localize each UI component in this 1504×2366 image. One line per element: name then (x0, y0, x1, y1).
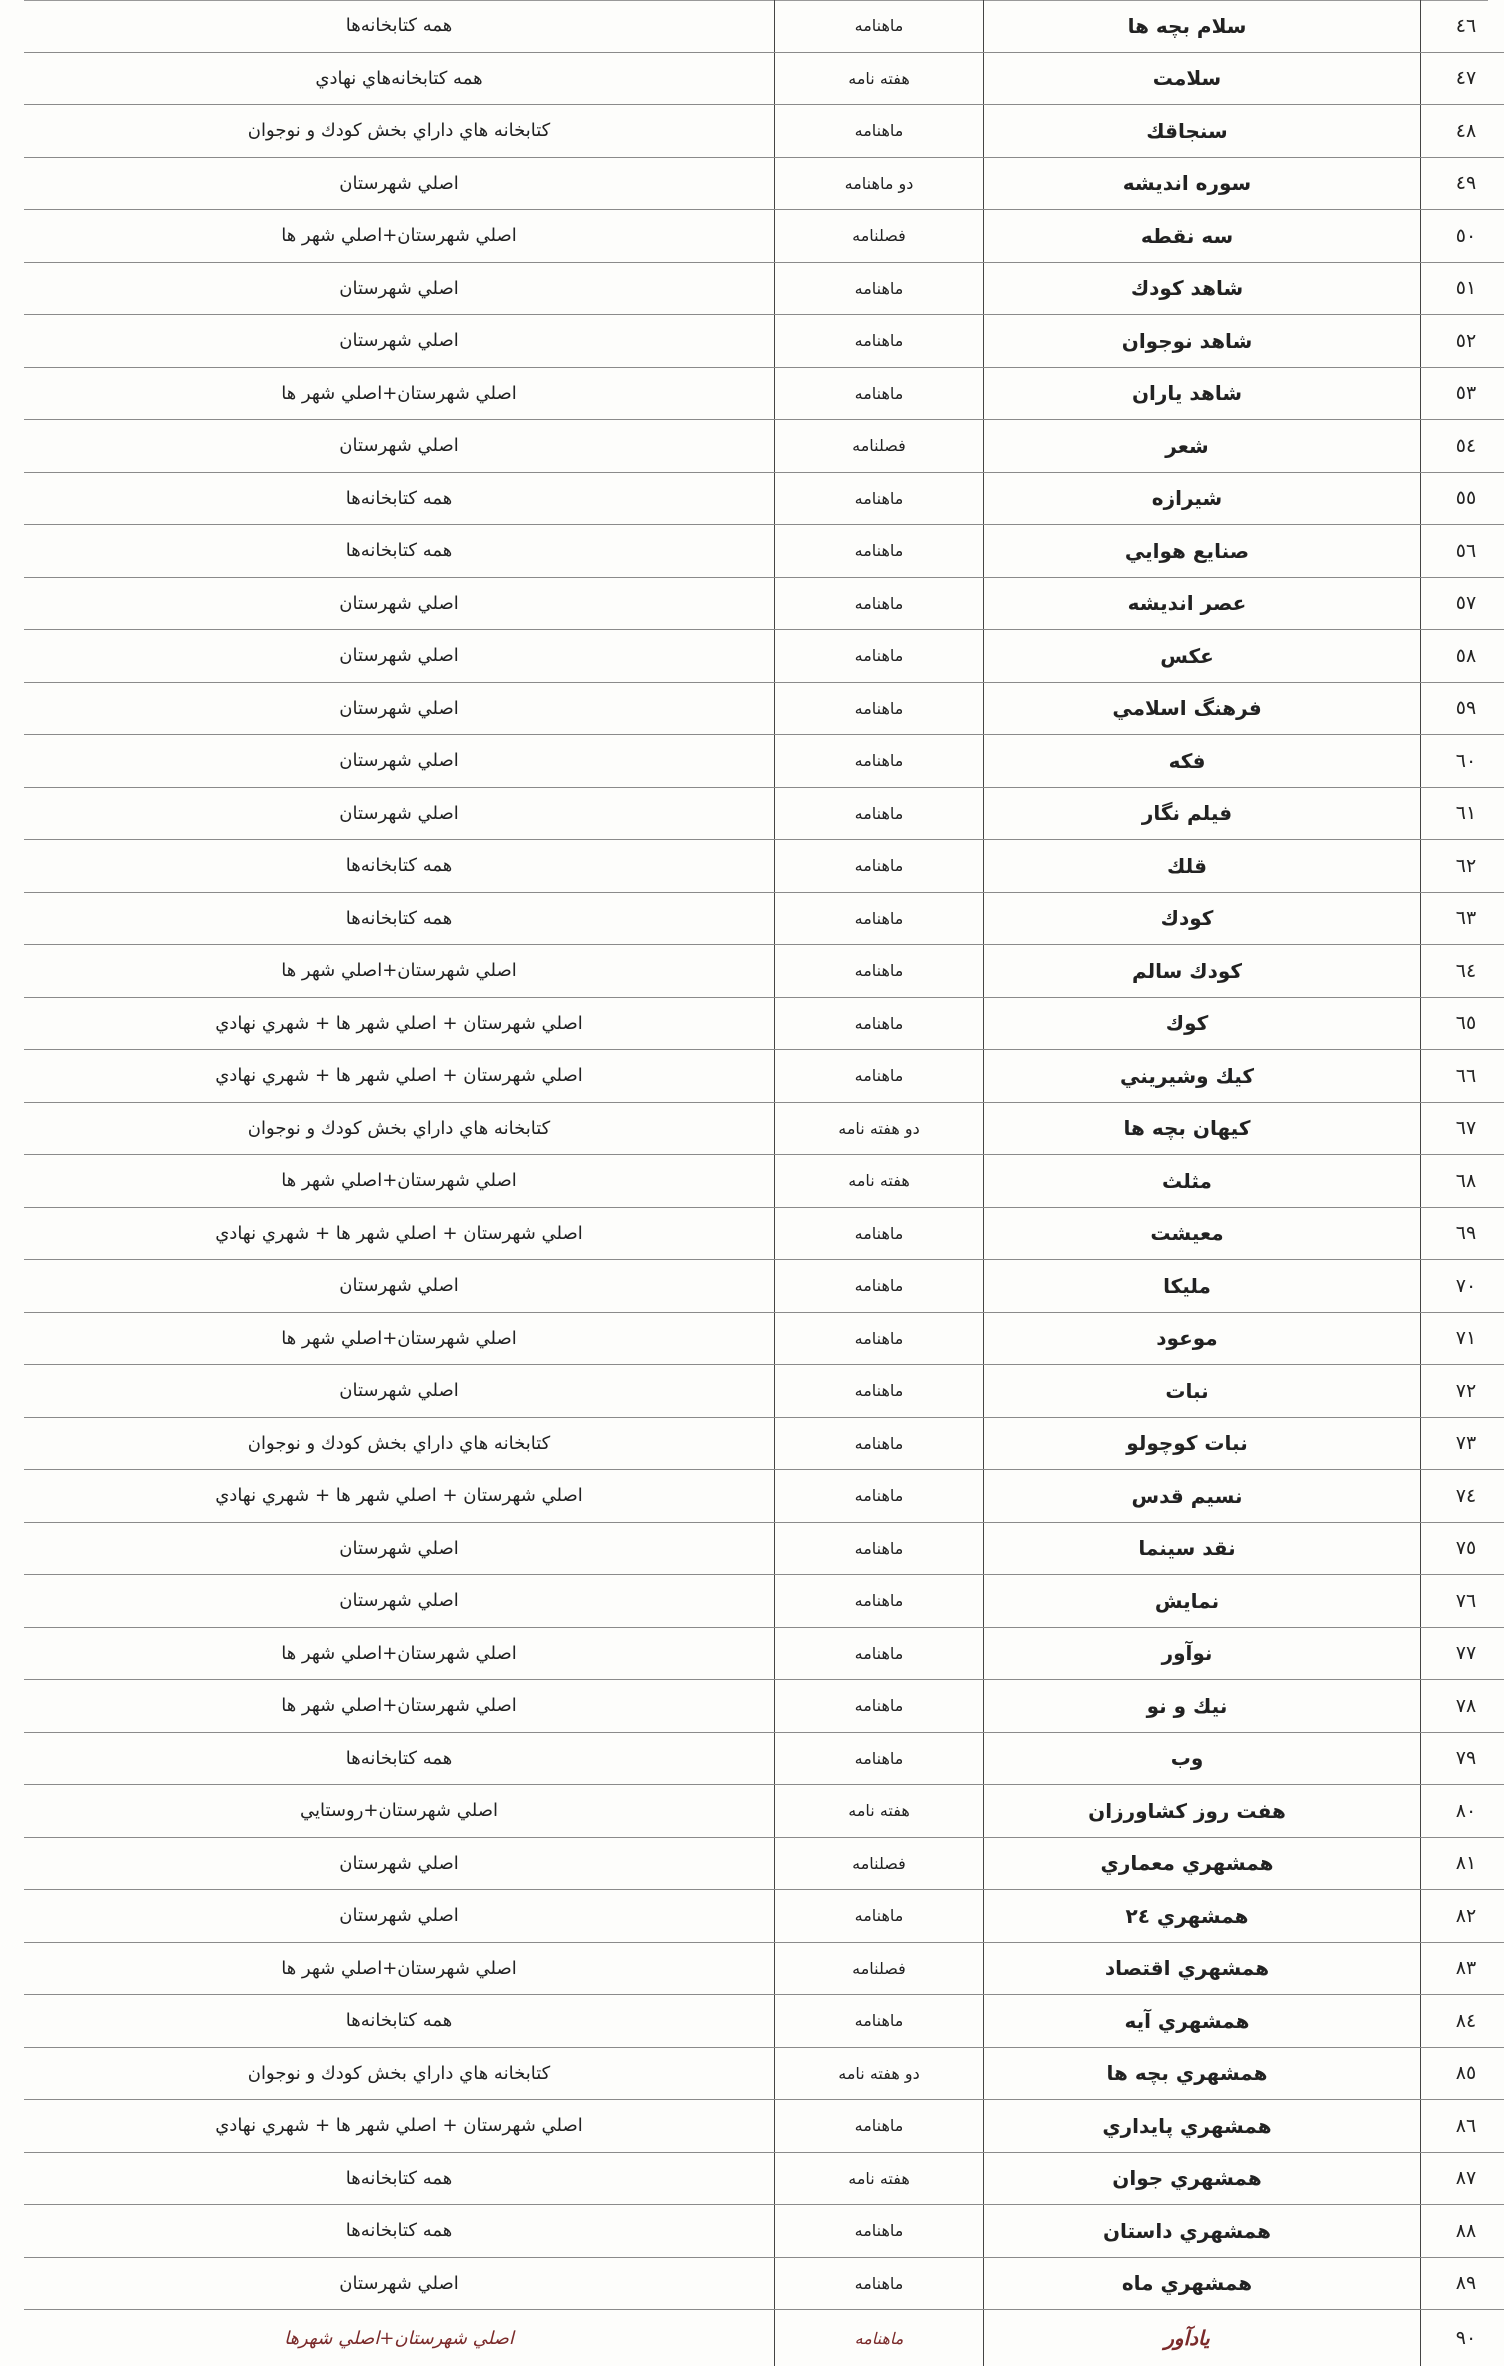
row-number-cell: ٦٧ (1421, 1102, 1504, 1155)
table-row (24, 1522, 1504, 1575)
table-row (24, 945, 1504, 998)
table-row (24, 1627, 1504, 1680)
publication-frequency-cell: ماهنامه (775, 682, 984, 735)
table-row (24, 2205, 1504, 2258)
distribution-scope-cell: اصلي شهرستان + اصلي شهر ها + شهري نهادي (24, 2100, 775, 2153)
distribution-scope-cell: اصلي شهرستان+اصلي شهر ها (24, 210, 775, 263)
table-row (24, 1470, 1504, 1523)
publication-frequency-cell: فصلنامه (775, 1942, 984, 1995)
distribution-scope-cell: اصلي شهرستان+اصلي شهر ها (24, 367, 775, 420)
row-number-cell: ٦٣ (1421, 892, 1504, 945)
periodical-title-cell: شيرازه (984, 472, 1421, 525)
publication-frequency-cell: ماهنامه (775, 0, 984, 52)
publication-frequency-cell: ماهنامه (775, 2205, 984, 2258)
row-number-cell: ٨٤ (1421, 1995, 1504, 2048)
periodicals-table (24, 0, 1504, 2366)
distribution-scope-cell: اصلي شهرستان+روستايي (24, 1785, 775, 1838)
publication-frequency-cell: ماهنامه (775, 262, 984, 315)
publication-frequency-cell: فصلنامه (775, 1837, 984, 1890)
distribution-scope-cell: اصلي شهرستان+اصلي شهر ها (24, 1680, 775, 1733)
row-number-cell: ٥٩ (1421, 682, 1504, 735)
row-number-cell: ٥٧ (1421, 577, 1504, 630)
publication-frequency-cell: هفته نامه (775, 52, 984, 105)
publication-frequency-cell: ماهنامه (775, 1470, 984, 1523)
row-number-cell: ٨٨ (1421, 2205, 1504, 2258)
row-number-cell: ٧٨ (1421, 1680, 1504, 1733)
table-row (24, 315, 1504, 368)
publication-frequency-cell: ماهنامه (775, 472, 984, 525)
distribution-scope-cell: همه كتابخانه‌ها (24, 1732, 775, 1785)
distribution-scope-cell: اصلي شهرستان (24, 1365, 775, 1418)
periodical-title-cell: شاهد نوجوان (984, 315, 1421, 368)
row-number-cell: ٦٦ (1421, 1050, 1504, 1103)
publication-frequency-cell: ماهنامه (775, 787, 984, 840)
publication-frequency-cell: ماهنامه (775, 1260, 984, 1313)
distribution-scope-cell: اصلي شهرستان (24, 262, 775, 315)
row-number-cell: ٥٠ (1421, 210, 1504, 263)
row-number-cell: ٤٨ (1421, 105, 1504, 158)
publication-frequency-cell: ماهنامه (775, 577, 984, 630)
distribution-scope-cell: همه كتابخانه‌ها (24, 840, 775, 893)
table-row (24, 1785, 1504, 1838)
distribution-scope-cell: اصلي شهرستان (24, 315, 775, 368)
publication-frequency-cell: فصلنامه (775, 210, 984, 263)
row-number-cell: ٧٠ (1421, 1260, 1504, 1313)
row-number-cell: ٥٢ (1421, 315, 1504, 368)
periodical-title-cell: عكس (984, 630, 1421, 683)
distribution-scope-cell: اصلي شهرستان (24, 420, 775, 473)
distribution-scope-cell: اصلي شهرستان+اصلي شهرها (24, 2310, 775, 2366)
row-number-cell: ٦٨ (1421, 1155, 1504, 1208)
publication-frequency-cell: ماهنامه (775, 1417, 984, 1470)
periodical-title-cell: سوره انديشه (984, 157, 1421, 210)
distribution-scope-cell: اصلي شهرستان+اصلي شهر ها (24, 945, 775, 998)
publication-frequency-cell: ماهنامه (775, 1050, 984, 1103)
distribution-scope-cell: اصلي شهرستان+اصلي شهر ها (24, 1942, 775, 1995)
table-row (24, 1890, 1504, 1943)
table-body (24, 0, 1504, 2366)
distribution-scope-cell: همه كتابخانه‌ها (24, 2152, 775, 2205)
periodical-title-cell: كوك (984, 997, 1421, 1050)
publication-frequency-cell: ماهنامه (775, 1995, 984, 2048)
periodical-title-cell: همشهري بچه ها (984, 2047, 1421, 2100)
distribution-scope-cell: اصلي شهرستان + اصلي شهر ها + شهري نهادي (24, 1470, 775, 1523)
row-number-cell: ٦٤ (1421, 945, 1504, 998)
periodical-title-cell: همشهري ماه (984, 2257, 1421, 2310)
publication-frequency-cell: دو هفته نامه (775, 2047, 984, 2100)
document-sheet (24, 0, 1488, 2340)
table-row (24, 840, 1504, 893)
row-number-cell: ٧٩ (1421, 1732, 1504, 1785)
table-row (24, 2152, 1504, 2205)
periodical-title-cell: فرهنگ اسلامي (984, 682, 1421, 735)
row-number-cell: ٧٣ (1421, 1417, 1504, 1470)
publication-frequency-cell: هفته نامه (775, 2152, 984, 2205)
table-row (24, 472, 1504, 525)
distribution-scope-cell: همه كتابخانه‌هاي نهادي (24, 52, 775, 105)
periodical-title-cell: شاهد ياران (984, 367, 1421, 420)
row-number-cell: ٥٥ (1421, 472, 1504, 525)
distribution-scope-cell: اصلي شهرستان (24, 157, 775, 210)
periodical-title-cell: كيهان بچه ها (984, 1102, 1421, 1155)
publication-frequency-cell: هفته نامه (775, 1155, 984, 1208)
periodical-title-cell: شاهد كودك (984, 262, 1421, 315)
row-number-cell: ٥٦ (1421, 525, 1504, 578)
publication-frequency-cell: ماهنامه (775, 1522, 984, 1575)
table-row (24, 157, 1504, 210)
publication-frequency-cell: ماهنامه (775, 735, 984, 788)
table-row (24, 0, 1504, 52)
distribution-scope-cell: اصلي شهرستان (24, 2257, 775, 2310)
publication-frequency-cell: ماهنامه (775, 945, 984, 998)
row-number-cell: ٩٠ (1421, 2310, 1504, 2366)
distribution-scope-cell: اصلي شهرستان (24, 1260, 775, 1313)
table-row (24, 1942, 1504, 1995)
row-number-cell: ٨٣ (1421, 1942, 1504, 1995)
row-number-cell: ٧٢ (1421, 1365, 1504, 1418)
table-row (24, 1155, 1504, 1208)
periodical-title-cell: همشهري پايداري (984, 2100, 1421, 2153)
distribution-scope-cell: اصلي شهرستان (24, 1837, 775, 1890)
distribution-scope-cell: كتابخانه هاي داراي بخش كودك و نوجوان (24, 1102, 775, 1155)
row-number-cell: ٨٠ (1421, 1785, 1504, 1838)
row-number-cell: ٦٠ (1421, 735, 1504, 788)
table-row (24, 1365, 1504, 1418)
publication-frequency-cell: ماهنامه (775, 1680, 984, 1733)
row-number-cell: ٨٥ (1421, 2047, 1504, 2100)
table-row (24, 1417, 1504, 1470)
distribution-scope-cell: اصلي شهرستان+اصلي شهر ها (24, 1312, 775, 1365)
periodical-title-cell: مليكا (984, 1260, 1421, 1313)
table-row (24, 52, 1504, 105)
distribution-scope-cell: همه كتابخانه‌ها (24, 525, 775, 578)
distribution-scope-cell: همه كتابخانه‌ها (24, 472, 775, 525)
table-row (24, 525, 1504, 578)
publication-frequency-cell: ماهنامه (775, 2100, 984, 2153)
publication-frequency-cell: ماهنامه (775, 630, 984, 683)
table-row (24, 105, 1504, 158)
table-row (24, 1312, 1504, 1365)
table-row (24, 630, 1504, 683)
distribution-scope-cell: اصلي شهرستان (24, 1522, 775, 1575)
periodical-title-cell: يادآور (984, 2310, 1421, 2366)
table-row (24, 1207, 1504, 1260)
periodical-title-cell: كيك وشيريني (984, 1050, 1421, 1103)
periodical-title-cell: هفت روز كشاورزان (984, 1785, 1421, 1838)
table-row (24, 892, 1504, 945)
row-number-cell: ٦٥ (1421, 997, 1504, 1050)
periodical-title-cell: سلام بچه ها (984, 0, 1421, 52)
periodical-title-cell: كودك سالم (984, 945, 1421, 998)
row-number-cell: ٧٦ (1421, 1575, 1504, 1628)
publication-frequency-cell: ماهنامه (775, 1732, 984, 1785)
table-row (24, 735, 1504, 788)
publication-frequency-cell: ماهنامه (775, 105, 984, 158)
distribution-scope-cell: اصلي شهرستان + اصلي شهر ها + شهري نهادي (24, 1207, 775, 1260)
table-row (24, 1732, 1504, 1785)
periodical-title-cell: نقد سينما (984, 1522, 1421, 1575)
distribution-scope-cell: اصلي شهرستان + اصلي شهر ها + شهري نهادي (24, 997, 775, 1050)
distribution-scope-cell: اصلي شهرستان+اصلي شهر ها (24, 1627, 775, 1680)
table-row (24, 367, 1504, 420)
periodical-title-cell: همشهري داستان (984, 2205, 1421, 2258)
publication-frequency-cell: ماهنامه (775, 1312, 984, 1365)
publication-frequency-cell: ماهنامه (775, 840, 984, 893)
publication-frequency-cell: ماهنامه (775, 1207, 984, 1260)
row-number-cell: ٧٤ (1421, 1470, 1504, 1523)
publication-frequency-cell: دو هفته نامه (775, 1102, 984, 1155)
periodical-title-cell: معيشت (984, 1207, 1421, 1260)
table-row (24, 787, 1504, 840)
periodical-title-cell: صنايع هوايي (984, 525, 1421, 578)
publication-frequency-cell: دو ماهنامه (775, 157, 984, 210)
table-row (24, 2100, 1504, 2153)
row-number-cell: ٨٢ (1421, 1890, 1504, 1943)
distribution-scope-cell: اصلي شهرستان (24, 1890, 775, 1943)
distribution-scope-cell: اصلي شهرستان + اصلي شهر ها + شهري نهادي (24, 1050, 775, 1103)
row-number-cell: ٤٦ (1421, 0, 1504, 52)
periodical-title-cell: همشهري جوان (984, 2152, 1421, 2205)
periodical-title-cell: نبات كوچولو (984, 1417, 1421, 1470)
periodical-title-cell: شعر (984, 420, 1421, 473)
publication-frequency-cell: ماهنامه (775, 525, 984, 578)
periodical-title-cell: نوآور (984, 1627, 1421, 1680)
periodical-title-cell: فيلم نگار (984, 787, 1421, 840)
publication-frequency-cell: فصلنامه (775, 420, 984, 473)
periodical-title-cell: همشهري ٢٤ (984, 1890, 1421, 1943)
handwritten-row (24, 2310, 1504, 2366)
periodical-title-cell: نيك و نو (984, 1680, 1421, 1733)
table-row (24, 577, 1504, 630)
row-number-cell: ٤٧ (1421, 52, 1504, 105)
row-number-cell: ٦٢ (1421, 840, 1504, 893)
row-number-cell: ٧١ (1421, 1312, 1504, 1365)
distribution-scope-cell: اصلي شهرستان (24, 787, 775, 840)
distribution-scope-cell: اصلي شهرستان+اصلي شهر ها (24, 1155, 775, 1208)
row-number-cell: ٥٤ (1421, 420, 1504, 473)
periodical-title-cell: وب (984, 1732, 1421, 1785)
periodical-title-cell: كودك (984, 892, 1421, 945)
publication-frequency-cell: ماهنامه (775, 1890, 984, 1943)
periodical-title-cell: همشهري معماري (984, 1837, 1421, 1890)
periodical-title-cell: عصر انديشه (984, 577, 1421, 630)
table-row (24, 1680, 1504, 1733)
row-number-cell: ٨٩ (1421, 2257, 1504, 2310)
publication-frequency-cell: ماهنامه (775, 315, 984, 368)
distribution-scope-cell: همه كتابخانه‌ها (24, 0, 775, 52)
table-row (24, 1837, 1504, 1890)
publication-frequency-cell: ماهنامه (775, 997, 984, 1050)
periodical-title-cell: نبات (984, 1365, 1421, 1418)
row-number-cell: ٦١ (1421, 787, 1504, 840)
table-row (24, 1995, 1504, 2048)
table-row (24, 1260, 1504, 1313)
table-row (24, 1050, 1504, 1103)
publication-frequency-cell: ماهنامه (775, 892, 984, 945)
periodical-title-cell: نمايش (984, 1575, 1421, 1628)
periodical-title-cell: سنجاقك (984, 105, 1421, 158)
table-row (24, 1575, 1504, 1628)
table-row (24, 1102, 1504, 1155)
periodical-title-cell: همشهري آيه (984, 1995, 1421, 2048)
periodical-title-cell: مثلث (984, 1155, 1421, 1208)
distribution-scope-cell: كتابخانه هاي داراي بخش كودك و نوجوان (24, 105, 775, 158)
publication-frequency-cell: ماهنامه (775, 1365, 984, 1418)
periodical-title-cell: سه نقطه (984, 210, 1421, 263)
row-number-cell: ٥١ (1421, 262, 1504, 315)
row-number-cell: ٧٧ (1421, 1627, 1504, 1680)
periodical-title-cell: نسيم قدس (984, 1470, 1421, 1523)
periodical-title-cell: موعود (984, 1312, 1421, 1365)
publication-frequency-cell: ماهنامه (775, 1627, 984, 1680)
row-number-cell: ٨١ (1421, 1837, 1504, 1890)
table-row (24, 997, 1504, 1050)
table-row (24, 682, 1504, 735)
publication-frequency-cell: ماهنامه (775, 2257, 984, 2310)
publication-frequency-cell: ماهنامه (775, 2310, 984, 2366)
distribution-scope-cell: اصلي شهرستان (24, 1575, 775, 1628)
periodical-title-cell: فكه (984, 735, 1421, 788)
row-number-cell: ٤٩ (1421, 157, 1504, 210)
distribution-scope-cell: اصلي شهرستان (24, 577, 775, 630)
distribution-scope-cell: همه كتابخانه‌ها (24, 892, 775, 945)
periodical-title-cell: سلامت (984, 52, 1421, 105)
distribution-scope-cell: كتابخانه هاي داراي بخش كودك و نوجوان (24, 1417, 775, 1470)
table-row (24, 420, 1504, 473)
table-row (24, 262, 1504, 315)
publication-frequency-cell: ماهنامه (775, 367, 984, 420)
periodical-title-cell: همشهري اقتصاد (984, 1942, 1421, 1995)
row-number-cell: ٨٦ (1421, 2100, 1504, 2153)
distribution-scope-cell: اصلي شهرستان (24, 682, 775, 735)
distribution-scope-cell: همه كتابخانه‌ها (24, 2205, 775, 2258)
table-row (24, 210, 1504, 263)
distribution-scope-cell: كتابخانه هاي داراي بخش كودك و نوجوان (24, 2047, 775, 2100)
publication-frequency-cell: هفته نامه (775, 1785, 984, 1838)
row-number-cell: ٨٧ (1421, 2152, 1504, 2205)
row-number-cell: ٥٣ (1421, 367, 1504, 420)
row-number-cell: ٥٨ (1421, 630, 1504, 683)
row-number-cell: ٧٥ (1421, 1522, 1504, 1575)
table-row (24, 2047, 1504, 2100)
publication-frequency-cell: ماهنامه (775, 1575, 984, 1628)
periodical-title-cell: قلك (984, 840, 1421, 893)
table-row (24, 2257, 1504, 2310)
distribution-scope-cell: همه كتابخانه‌ها (24, 1995, 775, 2048)
row-number-cell: ٦٩ (1421, 1207, 1504, 1260)
distribution-scope-cell: اصلي شهرستان (24, 735, 775, 788)
distribution-scope-cell: اصلي شهرستان (24, 630, 775, 683)
